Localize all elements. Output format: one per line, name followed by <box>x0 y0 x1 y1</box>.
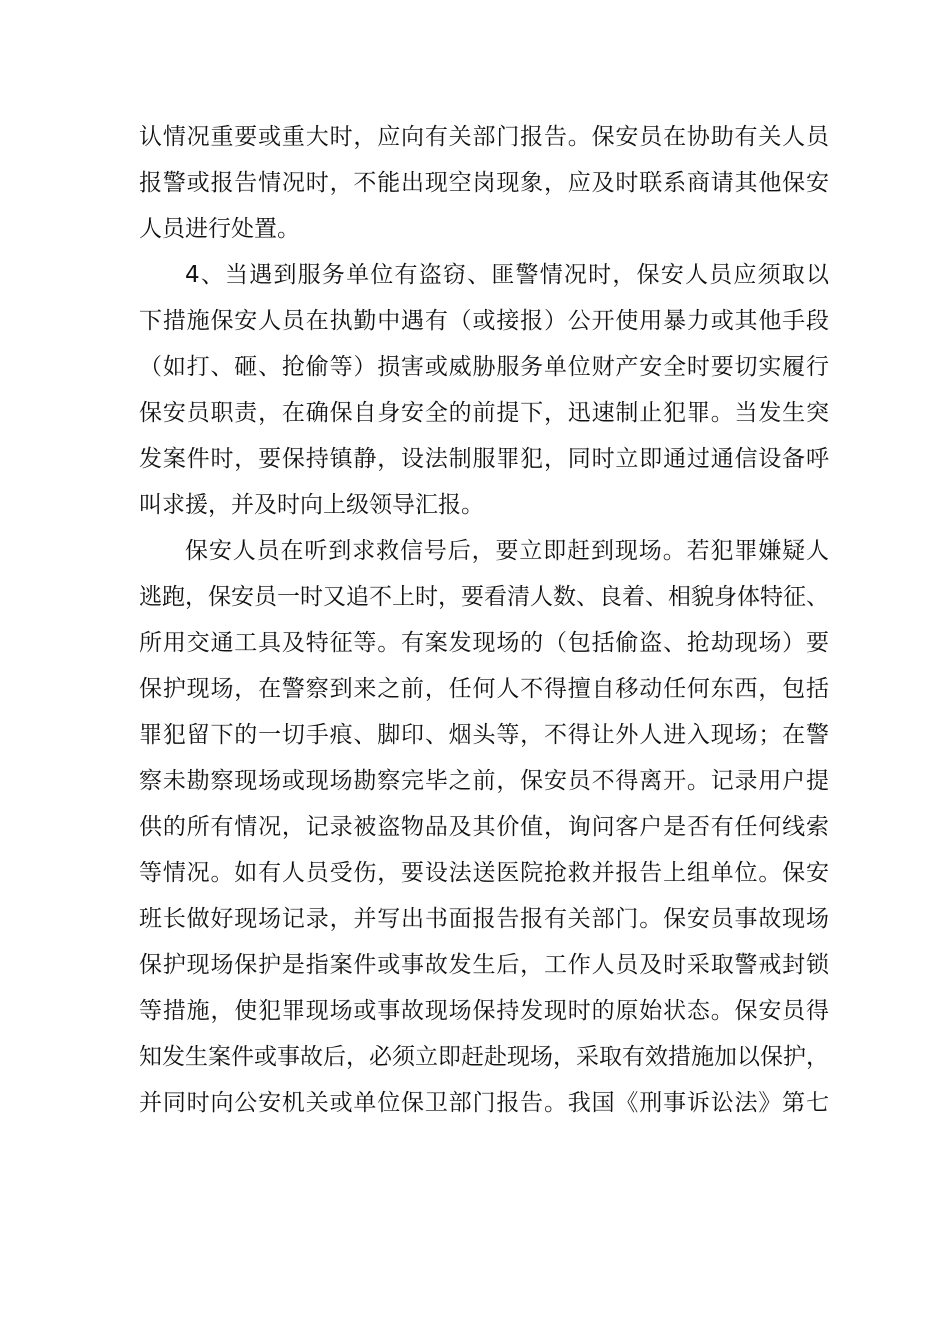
text-line: 保安员职责，在确保自身安全的前提下，迅速制止犯罪。当发生突 <box>139 400 829 426</box>
text-line: 人员进行处置。 <box>139 216 300 242</box>
text-line: 所用交通工具及特征等。有案发现场的（包括偷盗、抢劫现场）要 <box>139 630 829 656</box>
text-line: （如打、砸、抢偷等）损害或威胁服务单位财产安全时要切实履行 <box>139 354 829 380</box>
text-line: 罪犯留下的一切手痕、脚印、烟头等，不得让外人进入现场；在警 <box>139 722 829 748</box>
text-line: 等情况。如有人员受伤，要设法送医院抢救并报告上组单位。保安 <box>139 860 829 886</box>
text-line: 等措施，使犯罪现场或事故现场保持发现时的原始状态。保安员得 <box>139 998 829 1024</box>
text-line: 逃跑，保安员一时又追不上时，要看清人数、良着、相貌身体特征、 <box>139 584 829 610</box>
text-line: 认情况重要或重大时，应向有关部门报告。保安员在协助有关人员 <box>139 124 829 150</box>
text-line: 保安人员在听到求救信号后，要立即赶到现场。若犯罪嫌疑人 <box>185 538 829 564</box>
text-line: 发案件时，要保持镇静，设法制服罪犯，同时立即通过通信设备呼 <box>139 446 829 472</box>
text-line: 供的所有情况，记录被盗物品及其价值，询问客户是否有任何线索 <box>139 814 829 840</box>
text-line: 察未勘察现场或现场勘察完毕之前，保安员不得离开。记录用户提 <box>139 768 829 794</box>
text-line: 4、当遇到服务单位有盗窃、匪警情况时，保安人员应须取以 <box>185 262 829 288</box>
text-line: 知发生案件或事故后，必须立即赶赴现场，采取有效措施加以保护， <box>139 1044 829 1070</box>
text-line: 保护现场保护是指案件或事故发生后，工作人员及时采取警戒封锁 <box>139 952 829 978</box>
text-line: 保护现场，在警察到来之前，任何人不得擅自移动任何东西，包括 <box>139 676 829 702</box>
text-line: 并同时向公安机关或单位保卫部门报告。我国《刑事诉讼法》第七 <box>139 1090 829 1116</box>
text-line: 报警或报告情况时，不能出现空岗现象，应及时联系商请其他保安 <box>139 170 829 196</box>
text-line: 班长做好现场记录，并写出书面报告报有关部门。保安员事故现场 <box>139 906 829 932</box>
text-line: 下措施保安人员在执勤中遇有（或接报）公开使用暴力或其他手段 <box>139 308 829 334</box>
body-text <box>139 114 829 1126</box>
text-line: 叫求援，并及时向上级领导汇报。 <box>139 492 484 518</box>
